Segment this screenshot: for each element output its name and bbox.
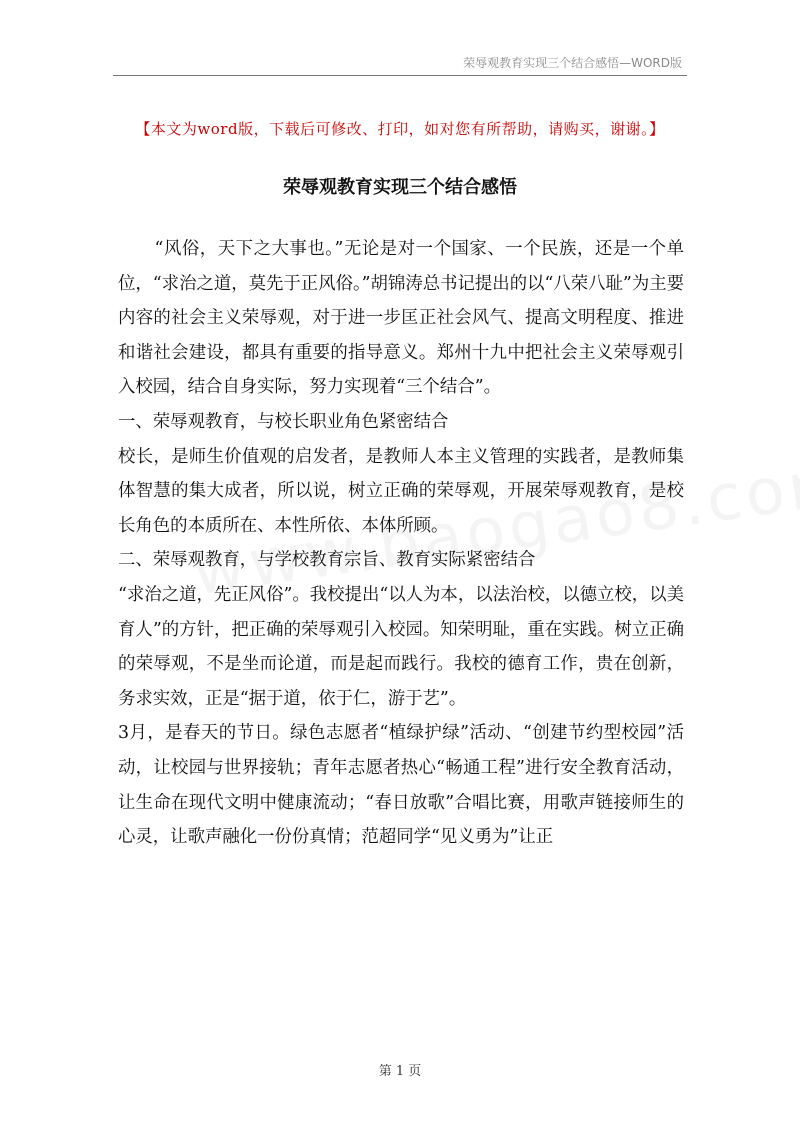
page-number: 第 1 页 bbox=[378, 1064, 422, 1079]
paragraph-intro: “风俗，天下之大事也。”无论是对一个国家、一个民族，还是一个单位，“求治之道，莫先于正风俗。”胡锦涛总书记提出的以“八荣八耻”为主要内容的社会主义荣辱观，对于进一步匡正社会风气、提高文明程度、推进和谐社会建设，都具有重要的指导意义。郑州十九中把社会主义荣辱观引入校园，结合自身实际，努力实现着“三个结合”。 bbox=[118, 239, 684, 398]
section-heading-1: 一、荣辱观教育，与校长职业角色紧密结合 bbox=[118, 411, 449, 432]
document-title: 荣辱观教育实现三个结合感悟 bbox=[283, 177, 517, 198]
paragraph-section-2: “求治之道，先正风俗”。我校提出“以人为本，以法治校，以德立校，以美育人”的方针，把正确的荣辱观引入校园。知荣明耻，重在实践。树立正确的荣辱观，不是坐而论道，而是起而践行。我校的德育工作，贵在创新，务求实效，正是“据于道，依于仁，游于艺”。 bbox=[118, 584, 684, 709]
download-notice: 【本文为word版，下载后可修改、打印，如对您有所帮助，请购买，谢谢。】 bbox=[135, 120, 665, 138]
header-divider bbox=[113, 75, 687, 76]
running-header: 荣辱观教育实现三个结合感悟—WORD版 bbox=[463, 56, 682, 70]
paragraph-section-1: 校长，是师生价值观的启发者，是教师人本主义管理的实践者，是教师集体智慧的集大成者，所以说，树立正确的荣辱观，开展荣辱观教育，是校长角色的本质所在、本性所依、本体所顾。 bbox=[118, 446, 684, 536]
section-heading-2: 二、荣辱观教育，与学校教育宗旨、教育实际紧密结合 bbox=[118, 550, 536, 571]
paragraph-march-activities: 3月，是春天的节日。绿色志愿者“植绿护绿”活动、“创建节约型校园”活动，让校园与世界接轨；青年志愿者热心“畅通工程”进行安全教育活动，让生命在现代文明中健康流动；“春日放歌”合唱比赛，用歌声链接师生的心灵，让歌声融化一份份真情；范超同学“见义勇为”让正 bbox=[118, 723, 684, 848]
document-body bbox=[118, 232, 684, 855]
